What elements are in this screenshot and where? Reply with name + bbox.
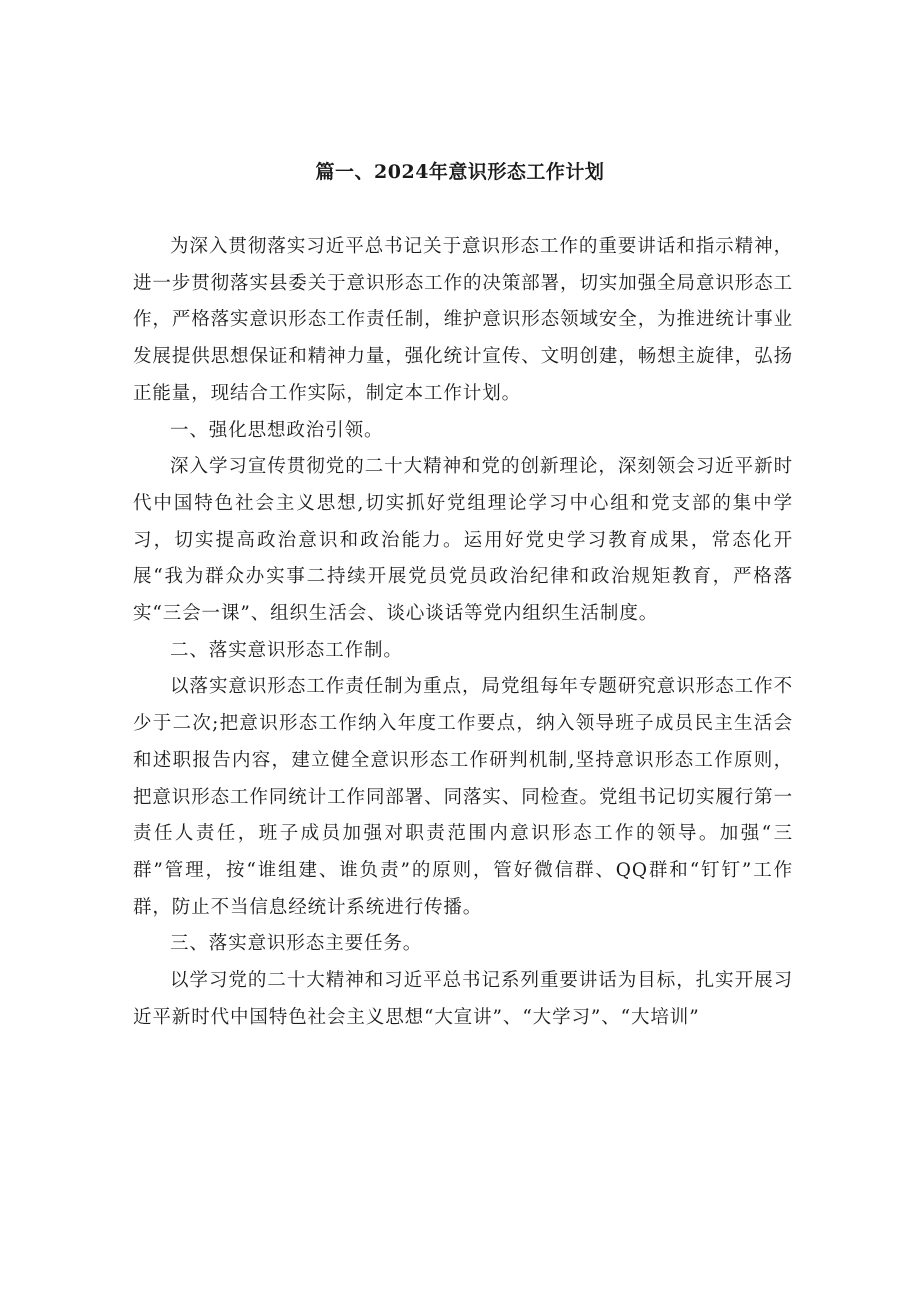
intro-paragraph: 为深入贯彻落实习近平总书记关于意识形态工作的重要讲话和指示精神，进一步贯彻落实县委关于意识形态工作的决策部署，切实加强全局意识形态工作，严格落实意识形态工作责任制，维护意识形态领域安全，为推进统计事业发展提供思想保证和精神力量，强化统计宣传、文明创建，畅想主旋律，弘扬正能量，现结合工作实际，制定本工作计划。 [133,236,793,404]
section-3-body: 以学习党的二十大精神和习近平总书记系列重要讲话为目标，扎实开展习近平新时代中国特色社会主义思想“大宣讲”、“大学习”、“大培训” [133,970,793,1028]
section-2-body: 以落实意识形态工作责任制为重点，局党组每年专题研究意识形态工作不少于二次;把意识形态工作纳入年度工作要点，纳入领导班子成员民主生活会和述职报告内容，建立健全意识形态工作研判机制,坚持意识形态工作原则，把意识形态工作同统计工作同部署、同落实、同检查。党组书记切实履行第一责任人责任，班子成员加强对职责范围内意识形态工作的领导。加强“三群”管理，按“谁组建、谁负责”的原则，管好微信群、QQ群和“钉钉”工作群，防止不当信息经统计系统进行传播。 [133,676,793,918]
section-3-heading: 三、落实意识形态主要任务。 [170,933,423,955]
section-1-heading: 一、强化思想政治引领。 [170,419,384,441]
document-body [133,229,793,1036]
section-2-heading: 二、落实意识形态工作制。 [170,639,403,661]
section-1-body: 深入学习宣传贯彻党的二十大精神和党的创新理论，深刻领会习近平新时代中国特色社会主义思想,切实抓好党组理论学习中心组和党支部的集中学习，切实提高政治意识和政治能力。运用好党史学习教育成果，常态化开展“我为群众办实事二持续开展党员党员政治纪律和政治规矩教育，严格落实“三会一课”、组织生活会、谈心谈话等党内组织生活制度。 [133,456,793,625]
document-title: 篇一、2024年意识形态工作计划 [315,161,605,183]
